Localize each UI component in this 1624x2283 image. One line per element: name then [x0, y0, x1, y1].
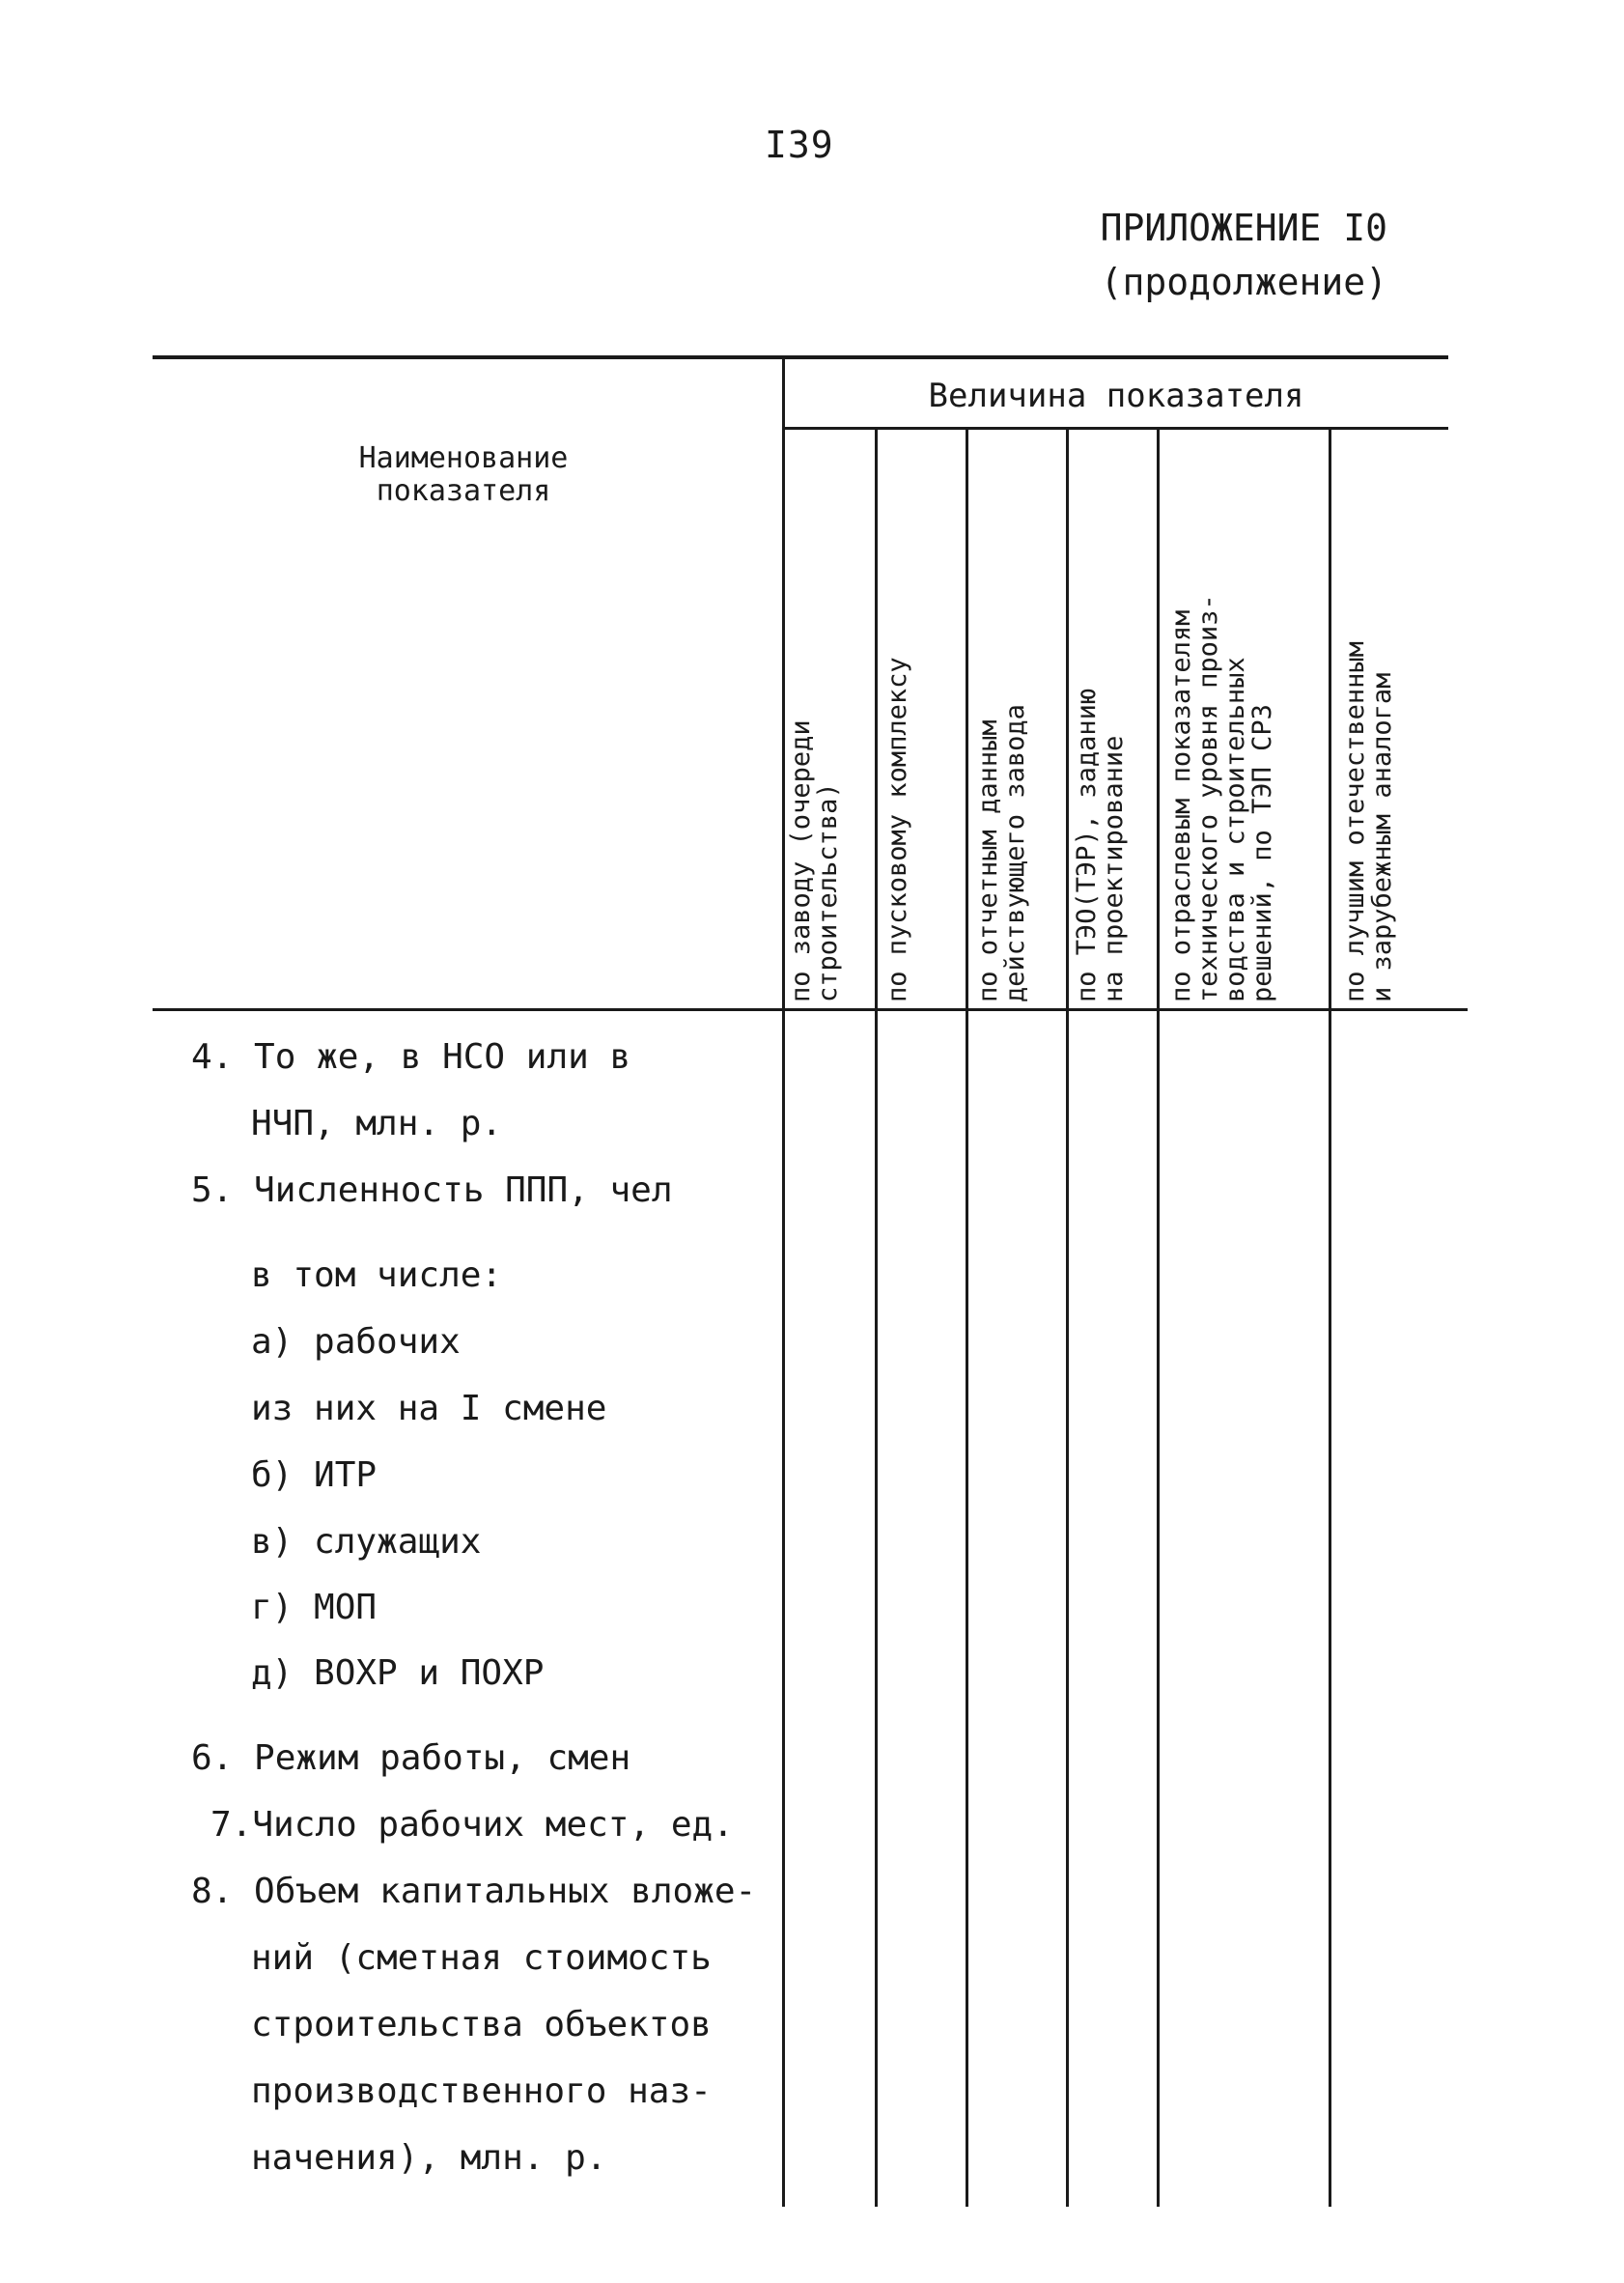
table-row: строительства объектов: [251, 2005, 712, 2044]
column-header-line: и зарубежным аналогам: [1367, 672, 1397, 1002]
table-row: 7.Число рабочих мест, ед.: [210, 1805, 734, 1845]
column-header-line: технического уровня произ-: [1193, 594, 1223, 1002]
column-divider-1: [875, 429, 878, 2207]
column-header-reported-data: [973, 704, 1060, 1002]
table-row: в) служащих: [251, 1522, 482, 1562]
column-header-line: по ТЭО(ТЭР), заданию: [1072, 688, 1102, 1002]
name-header-line-2: показателя: [376, 474, 551, 508]
column-header-industry-indicators: [1168, 481, 1323, 1002]
table-row: б) ИТР: [251, 1455, 378, 1495]
appendix-heading: [1101, 201, 1387, 309]
table-row: начения), млн. р.: [251, 2138, 607, 2178]
name-header-line-1: Наименование: [358, 441, 569, 475]
column-header-line: по пусковому комплексу: [882, 657, 912, 1002]
column-divider-5: [1329, 429, 1331, 2207]
column-header-factory: [788, 713, 867, 1002]
column-header-line: решений, по ТЭП СРЗ: [1247, 704, 1277, 1002]
table-row: г) МОП: [251, 1588, 378, 1627]
column-header-line: по лучшим отечественным: [1340, 641, 1370, 1002]
value-group-header: Величина показателя: [928, 377, 1304, 415]
table-row: 8. Объем капитальных вложе-: [191, 1872, 757, 1911]
table-row: производственного наз-: [251, 2072, 712, 2111]
column-header-best-analogs: [1342, 520, 1429, 1002]
appendix-subtitle: (продолжение): [1100, 261, 1387, 303]
column-header-line: водства и строительных: [1220, 657, 1250, 1002]
table-row: а) рабочих: [251, 1322, 461, 1362]
table-row: 4. То же, в НСО или в: [191, 1037, 631, 1077]
column-header-line: по заводу (очереди: [786, 719, 816, 1002]
name-column-header: [154, 442, 772, 508]
column-header-line: по отчетным данным: [973, 719, 1003, 1002]
table-row: НЧП, млн. р.: [251, 1104, 503, 1143]
column-header-line: строительства): [813, 782, 843, 1002]
column-header-startup-complex: [882, 657, 962, 1002]
table-row: ний (сметная стоимость: [251, 1938, 712, 1978]
column-divider-3: [1066, 429, 1069, 2207]
column-header-line: действующего завода: [1000, 704, 1030, 1002]
column-header-line: на проектирование: [1099, 735, 1129, 1002]
table-row: д) ВОХР и ПОХР: [251, 1653, 545, 1693]
column-divider-2: [966, 429, 968, 2207]
column-divider-name: [782, 357, 785, 2207]
table-row: 6. Режим работы, смен: [191, 1738, 631, 1778]
table-row: 5. Численность ППП, чел: [191, 1170, 673, 1210]
value-header-rule: [784, 427, 1448, 430]
page-number: I39: [765, 124, 834, 166]
column-divider-4: [1157, 429, 1160, 2207]
table-row: из них на I смене: [251, 1389, 607, 1428]
table-row: в том числе:: [251, 1255, 503, 1295]
table-top-rule: [153, 355, 1448, 359]
header-bottom-rule: [153, 1008, 1468, 1011]
column-header-feasibility: [1072, 688, 1153, 1002]
appendix-title: ПРИЛОЖЕНИЕ I0: [1100, 207, 1387, 249]
column-header-line: по отраслевым показателям: [1166, 609, 1196, 1002]
